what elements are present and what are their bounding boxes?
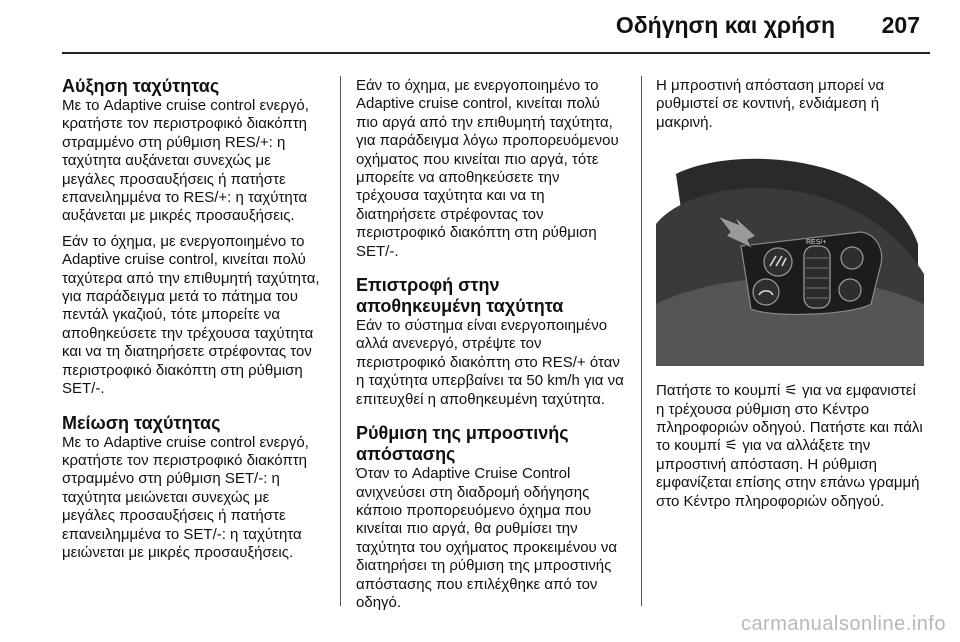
steering-wheel-illustration [656, 154, 924, 366]
column-divider-2 [641, 76, 642, 606]
column-3 [656, 77, 928, 511]
column-divider-1 [340, 76, 341, 606]
paragraph-resume-speed: Εάν το σύστημα είναι ενεργοποιημένο αλλά ανενεργό, στρέψτε τον περιστροφικό διακόπτη στο RES/+ όταν η ταχύτητα υπερβαίνει τα 50 km/h για να επιτευχθεί η αποθηκευμένη ταχύτητα. [356, 317, 624, 408]
heading-following-distance: Ρύθμιση της μπροστινής απόστασης [356, 423, 569, 465]
res-label: RES/+ [806, 239, 827, 247]
paragraph-distance-options: Η μπροστινή απόσταση μπορεί να ρυθμιστεί σε κοντινή, ενδιάμεση ή μακρινή. [656, 77, 885, 131]
paragraph-distance-button: Πατήστε το κουμπί ⚟ για να εμφανιστεί η τρέχουσα ρύθμιση στο Κέντρο πληροφοριών οδηγού. Πατήστε και πάλι το κουμπί ⚟ για να αλλάξετε την μπροστινή απόσταση. Η ρύθμιση εμφανίζεται επίσης στην επάνω γραμμή στο Κέντρο πληροφοριών οδηγού. [656, 382, 923, 510]
paragraph-following-distance: Όταν το Adaptive Cruise Control ανιχνεύσει στη διαδρομή οδήγησης κάποιο προπορευόμενο όχημα που κινείται πιο αργά, θα ρυθμίσει την ταχύτητα του οχήματος προκειμένου να διατηρήσει τη ρύθμιση της μπροστινής απόστασης που επιλέχθηκε από τον οδηγό. [356, 465, 618, 611]
column-2 [356, 77, 626, 612]
steering-wheel-figure [656, 154, 924, 366]
paragraph-decrease-1: Με το Adaptive cruise control ενεργό, κρατήστε τον περιστροφικό διακόπτη στραμμένο στη ρύθμιση SET/-: η ταχύτητα μειώνεται συνεχώς με μεγάλες προσαυξήσεις ή πατήστε επανειλημμένα το SET/-: η ταχύτητα μειώνεται με μικρές προσαυξήσεις. [62, 433, 309, 561]
running-title: Οδήγηση και χρήση [615, 12, 835, 38]
limiter-button-icon [839, 279, 861, 301]
page-header [0, 0, 960, 52]
watermark: carmanualsonline.info [740, 613, 946, 635]
paragraph-increase-1: Με το Adaptive cruise control ενεργό, κρατήστε τον περιστροφικό διακόπτη στραμμένο στη ρύθμιση RES/+: η ταχύτητα αυξάνεται συνεχώς με μεγάλες προσαυξήσεις ή πατήστε επανειλημμένα το RES/+: η ταχύτητα αυξάνεται με μικρές προσαυξήσεις. [62, 97, 309, 225]
heading-resume-speed: Επιστροφή στην αποθηκευμένη ταχύτητα [356, 275, 564, 317]
heading-decrease-speed: Μείωση ταχύτητας [62, 412, 221, 433]
paragraph-increase-2: Εάν το όχημα, με ενεργοποιημένο το Adaptive cruise control, κινείται πολύ ταχύτερα από την επιθυμητή ταχύτητα, για παράδειγμα μετά το πάτημα του πεντάλ γκαζιού, τότε μπορείτε να αποθηκεύσετε την τρέχουσα ταχύτητα και να τη διατηρήσετε στρέφοντας τον περιστροφικό διακόπτη στη ρύθμιση SET/-. [62, 232, 320, 398]
page-number: 207 [881, 12, 920, 38]
heading-increase-speed: Αύξηση ταχύτητας [62, 76, 220, 96]
cancel-button-icon [841, 247, 863, 269]
header-rule [62, 52, 930, 54]
cruise-button-icon [753, 279, 779, 305]
paragraph-slower-vehicle: Εάν το όχημα, με ενεργοποιημένο το Adaptive cruise control, κινείται πολύ πιο αργά από την επιθυμητή ταχύτητα, για παράδειγμα λόγω προπορευόμενου οχήματος που κινείται πιο αργά, τότε μπορείτε να αποθηκεύσετε την τρέχουσα ταχύτητα και να τη διατηρήσετε στρέφοντας τον περιστροφικό διακόπτη στη ρύθμιση SET/-. [356, 77, 619, 260]
column-1 [62, 76, 325, 562]
rotary-switch-icon [804, 246, 830, 308]
